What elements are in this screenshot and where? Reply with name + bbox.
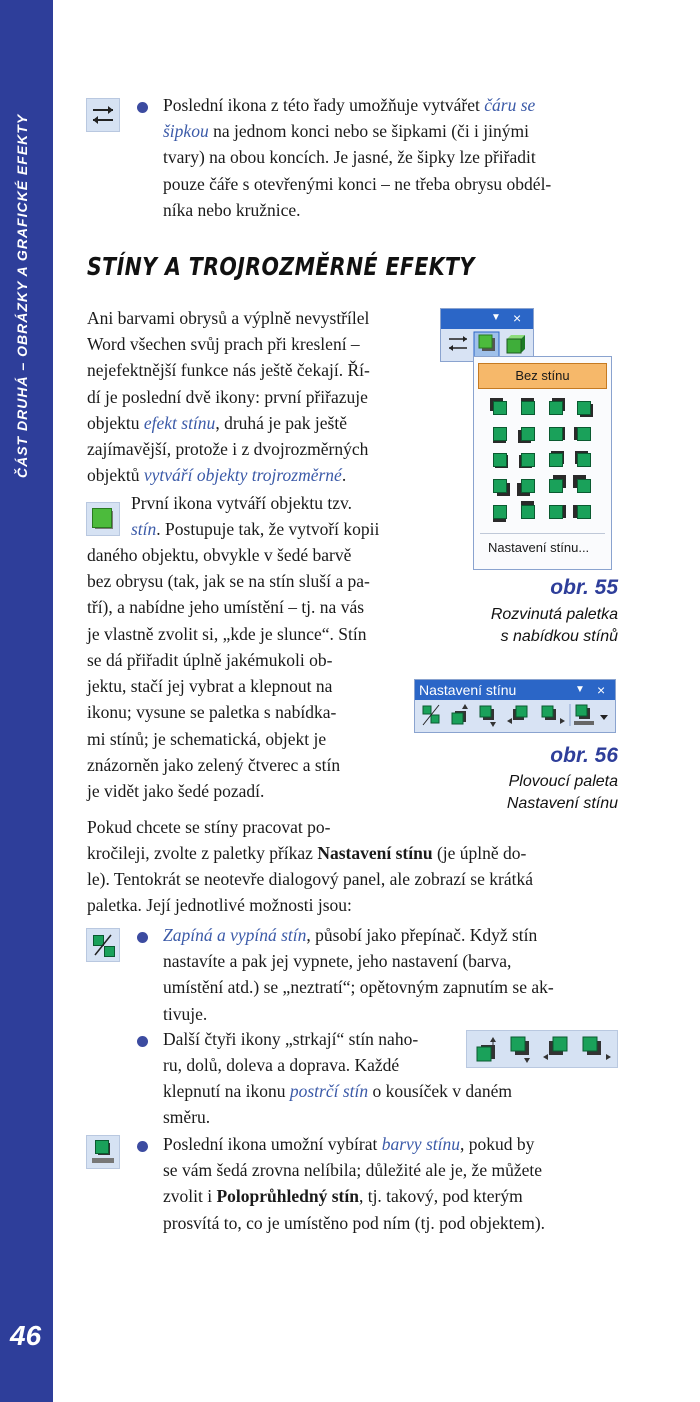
object-swatch bbox=[493, 505, 507, 519]
nudge-right-icon bbox=[542, 706, 565, 724]
shadow-option[interactable] bbox=[488, 449, 512, 471]
shadow-option[interactable] bbox=[544, 501, 568, 523]
paragraph-shadow-cont2: se dá přiřadit úplně jakémukoli ob- jektu, stačí jej vybrat a klepnout na ikonu; vysune se paletka s nabídka- mi stínů; je schematická, objekt je znázorněn jako zelený čtverec a stín je vidět jako šedé pozadí. bbox=[87, 650, 341, 802]
shadow-color-icon bbox=[574, 705, 608, 725]
paragraph-settings-cont: kročileji, zvolte z paletky příkaz Nastavení stínu (je úplně do- le). Tentokrát se neotevře dialogový panel, ale zobrazí se krátká paletka. Její jednotlivé možnosti jsou: bbox=[87, 843, 533, 916]
page-number: 46 bbox=[10, 1320, 42, 1351]
bullet bbox=[137, 102, 148, 113]
text-line: šipkou na jednom konci nebo se šipkami (či i jinými bbox=[163, 121, 529, 142]
nudge-right-icon bbox=[583, 1037, 611, 1060]
shadow-toggle-icon bbox=[86, 928, 120, 962]
shadow-option[interactable] bbox=[516, 501, 540, 523]
bullet-nudge-text-cont: klepnutí na ikonu postrčí stín o kousíček v daném směru. bbox=[163, 1081, 512, 1128]
shadow-option[interactable] bbox=[572, 423, 596, 445]
text-line: tvary) na obou koncích. Je jasné, že šipky lze přiřadit bbox=[163, 147, 536, 168]
object-swatch bbox=[521, 401, 535, 415]
object-swatch bbox=[577, 427, 591, 441]
text-line: pouze čáře s otevřenými konci – ne třeba obrysu obdél- bbox=[163, 173, 552, 194]
shadow-option[interactable] bbox=[572, 501, 596, 523]
figure-55-caption: Rozvinutá paletka s nabídkou stínů bbox=[490, 606, 618, 645]
object-swatch bbox=[549, 479, 563, 493]
bullet-color-text: Poslední ikona umožní vybírat barvy stínu, pokud by se vám šedá zrovna nelíbila; důležité ale je, že můžete zvolit i Poloprůhledný stín, tj. takový, pod kterým prosvítá to, co je umístěno pod ním (tj. pod objektem). bbox=[163, 1134, 546, 1233]
bullet bbox=[137, 1141, 148, 1152]
chapter-title: ČÁST DRUHÁ – OBRÁZKY A GRAFICKÉ EFEKTY bbox=[14, 113, 30, 478]
shadow-option[interactable] bbox=[544, 475, 568, 497]
close-icon[interactable]: × bbox=[597, 682, 606, 698]
shadow-option[interactable] bbox=[516, 475, 540, 497]
figure-55-shadow-menu bbox=[473, 356, 612, 570]
shadow-option[interactable] bbox=[572, 449, 596, 471]
object-swatch bbox=[521, 427, 535, 441]
shadow-options-grid bbox=[488, 397, 600, 527]
nudge-down-icon bbox=[480, 706, 496, 727]
nudge-up-icon bbox=[452, 704, 468, 724]
object-swatch bbox=[577, 479, 591, 493]
object-swatch bbox=[549, 427, 563, 441]
bullet bbox=[137, 932, 148, 943]
shadow-option[interactable] bbox=[544, 449, 568, 471]
intro-paragraph bbox=[163, 92, 616, 223]
object-swatch bbox=[577, 453, 591, 467]
toolbar-buttons bbox=[441, 329, 533, 359]
object-swatch bbox=[493, 479, 507, 493]
shadow-option[interactable] bbox=[544, 397, 568, 419]
object-swatch bbox=[521, 479, 535, 493]
object-swatch bbox=[493, 427, 507, 441]
object-swatch bbox=[549, 453, 563, 467]
figure-55-toolbar bbox=[440, 308, 534, 362]
shadow-option[interactable] bbox=[488, 423, 512, 445]
shadow-option[interactable] bbox=[516, 397, 540, 419]
toolbar-titlebar bbox=[441, 309, 533, 329]
arrow-style-icon bbox=[86, 98, 120, 132]
shadow-option[interactable] bbox=[572, 397, 596, 419]
paragraph-shadow: První ikona vytváří objektu tzv. stín. Postupuje tak, že vytvoří kopii bbox=[131, 493, 380, 540]
nudge-up-icon bbox=[477, 1037, 496, 1061]
bullet bbox=[137, 1036, 148, 1047]
object-swatch bbox=[577, 401, 591, 415]
bullet-toggle-text: Zapíná a vypíná stín, působí jako přepínač. Když stín nastavíte a pak jej vypnete, jeho nastavení (barva, umístění atd.) se „neztratí“; opětovným zapnutím se ak- tivuje. bbox=[163, 925, 554, 1024]
close-icon[interactable]: × bbox=[513, 310, 522, 326]
nudge-icons-strip bbox=[466, 1030, 618, 1068]
object-swatch bbox=[549, 505, 563, 519]
paragraph-shadow-cont: daného objektu, obvykle v šedé barvě bez obrysu (tak, jak se na stín sluší a pa- tří), a nabídne jeho umístění – tj. na vás je vlastně zvolit si, „kde je slunce“. Stín bbox=[87, 545, 370, 644]
object-swatch bbox=[493, 401, 507, 415]
nudge-left-icon bbox=[507, 706, 527, 724]
object-swatch bbox=[549, 401, 563, 415]
figure-56-number: obr. 56 bbox=[550, 744, 618, 767]
shadow-option[interactable] bbox=[544, 423, 568, 445]
section-heading: STÍNY A TROJROZMĚRNÉ EFEKTY bbox=[87, 252, 475, 281]
shadow-color-icon bbox=[86, 1135, 120, 1169]
shadow-option[interactable] bbox=[488, 501, 512, 523]
text-line: Poslední ikona z této řady umožňuje vytvářet čáru se bbox=[163, 95, 536, 115]
object-swatch bbox=[493, 453, 507, 467]
nudge-down-icon bbox=[511, 1037, 530, 1063]
shadow-toggle-icon bbox=[423, 705, 439, 725]
figure-56-caption: Plovoucí paleta Nastavení stínu bbox=[506, 773, 618, 812]
text-line: níka nebo kružnice. bbox=[163, 199, 301, 220]
shadow-settings-option[interactable]: Nastavení stínu... bbox=[488, 540, 590, 555]
object-swatch bbox=[577, 505, 591, 519]
shadow-option[interactable] bbox=[488, 475, 512, 497]
toolbar-titlebar: Nastavení stínu ▼ × bbox=[415, 680, 615, 700]
figure-56-toolbar bbox=[414, 679, 616, 733]
paragraph-settings: Pokud chcete se stíny pracovat po- bbox=[87, 817, 331, 837]
dropdown-icon[interactable]: ▼ bbox=[575, 684, 585, 695]
shadow-option[interactable] bbox=[516, 423, 540, 445]
shadow-option[interactable] bbox=[572, 475, 596, 497]
object-swatch bbox=[521, 453, 535, 467]
sidebar bbox=[0, 0, 53, 1402]
shadow-option[interactable] bbox=[516, 449, 540, 471]
object-swatch bbox=[521, 505, 535, 519]
shadow-option[interactable] bbox=[488, 397, 512, 419]
arrow-style-icon bbox=[449, 336, 467, 351]
paragraph-intro: Ani barvami obrysů a výplně nevystřílel Word všechen svůj prach při kreslení – nejefektnější funkce nás ještě čekají. Ří- dí je poslední dvě ikony: první přiřazuje objektu efekt stínu, druhá je pak ještě zajímavější, protože i z dvojrozměrných objektů vytváří objekty trojrozměrné. bbox=[87, 308, 370, 486]
nudge-left-icon bbox=[543, 1037, 567, 1060]
figure-55-number: obr. 55 bbox=[550, 576, 618, 599]
dropdown-icon[interactable]: ▼ bbox=[491, 312, 501, 323]
no-shadow-option[interactable]: Bez stínu bbox=[478, 363, 607, 389]
menu-divider bbox=[480, 533, 605, 534]
bullet-nudge-text: Další čtyři ikony „strkají“ stín naho- ru, dolů, doleva a doprava. Každé bbox=[163, 1029, 419, 1076]
3d-style-icon bbox=[507, 335, 525, 353]
shadow-style-icon bbox=[86, 502, 120, 536]
